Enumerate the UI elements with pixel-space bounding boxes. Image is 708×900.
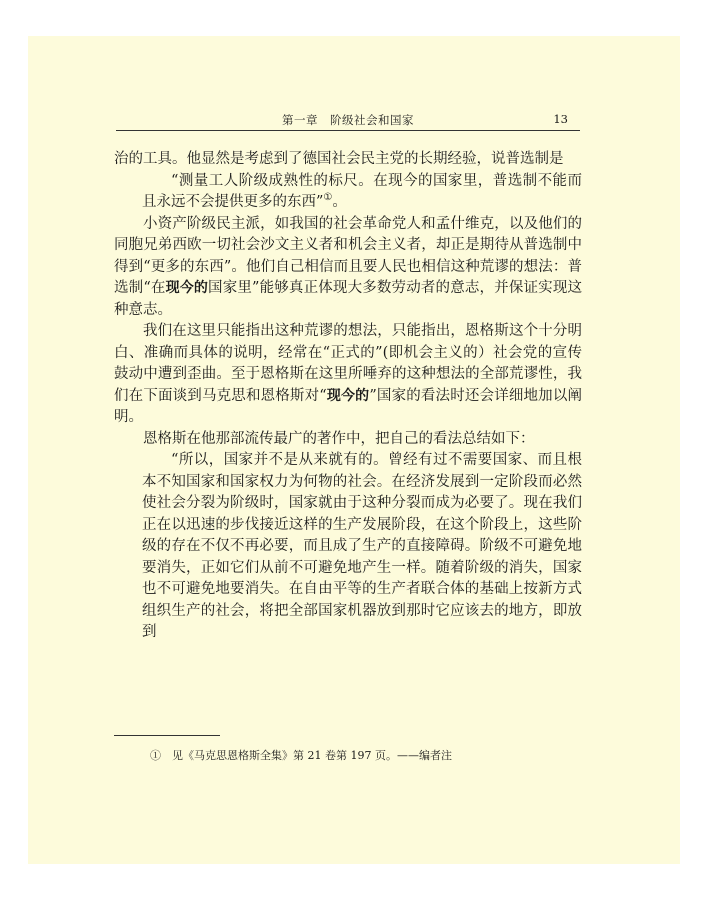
page-number: 13 — [553, 112, 568, 126]
chapter-title: 第一章 阶级社会和国家 — [282, 113, 414, 127]
paragraph-2-a: 小资产阶级民主派，如我国的社会革命党人和孟什维克，以及他们的同胞兄弟西欧一切社会沙文主义者和机会主义者，却正是期待从普选制中得到“更多的东西”。他们自己相信而且要人民也相信这种荒谬的想法：普选制“在 — [114, 215, 582, 296]
body-text — [114, 149, 582, 644]
paragraph-3 — [114, 321, 582, 429]
quote-2: “所以，国家并不是从来就有的。曾经有过不需要国家、而且根本不知国家和国家权力为何物的社会。在经济发展到一定阶段而必然使社会分裂为阶级时，国家就由于这种分裂而成为必要了。现在我们正在以迅速的步伐接近这样的生产发展阶段，在这个阶段上，这些阶级的存在不仅不再必要，而且成了生产的直接障碍。阶级不可避免地要消失，正如它们从前不可避免地产生一样。随着阶级的消失，国家也不可避免地要消失。在自由平等的生产者联合体的基础上按新方式组织生产的社会，将把全部国家机器放到那时它应该去的地方，即放到 — [142, 452, 582, 640]
paragraph-3-b: ”国家的看法时还会详细地加以阐明。 — [114, 387, 582, 425]
quote-1 — [142, 171, 582, 214]
paragraph-1: 治的工具。他显然是考虑到了德国社会民主党的长期经验，说普选制是 — [114, 151, 564, 167]
running-header — [116, 108, 580, 131]
quote-1-text: “测量工人阶级成熟性的标尺。在现今的国家里，普选制不能而且永远不会提供更多的东西” — [142, 172, 582, 210]
quote-1-end: 。 — [332, 194, 347, 210]
footnote: ① 见《马克思恩格斯全集》第 21 卷第 197 页。——编者注 — [150, 749, 452, 762]
emphasis-now-2: 现今的 — [326, 387, 370, 404]
footnote-marker[interactable]: ① — [323, 192, 333, 204]
footnote-divider — [114, 735, 220, 736]
paragraph-4: 恩格斯在他那部流传最广的著作中，把自己的看法总结如下： — [143, 430, 535, 447]
paragraph-2 — [114, 214, 582, 322]
paragraph-2-b: 国家里”能够真正体现大多数劳动者的意志，并保证实现这种意志。 — [114, 280, 582, 318]
emphasis-now: 现今的 — [165, 280, 209, 296]
paragraph-3-a: 我们在这里只能指出这种荒谬的想法，只能指出，恩格斯这个十分明白、准确而具体的说明，经常在“正式的”(即机会主义的）社会党的宣传鼓动中遭到歪曲。至于恩格斯在这里所唾弃的这种想法的全部荒谬性，我们在下面谈到马克思和恩格斯对“ — [114, 323, 582, 404]
